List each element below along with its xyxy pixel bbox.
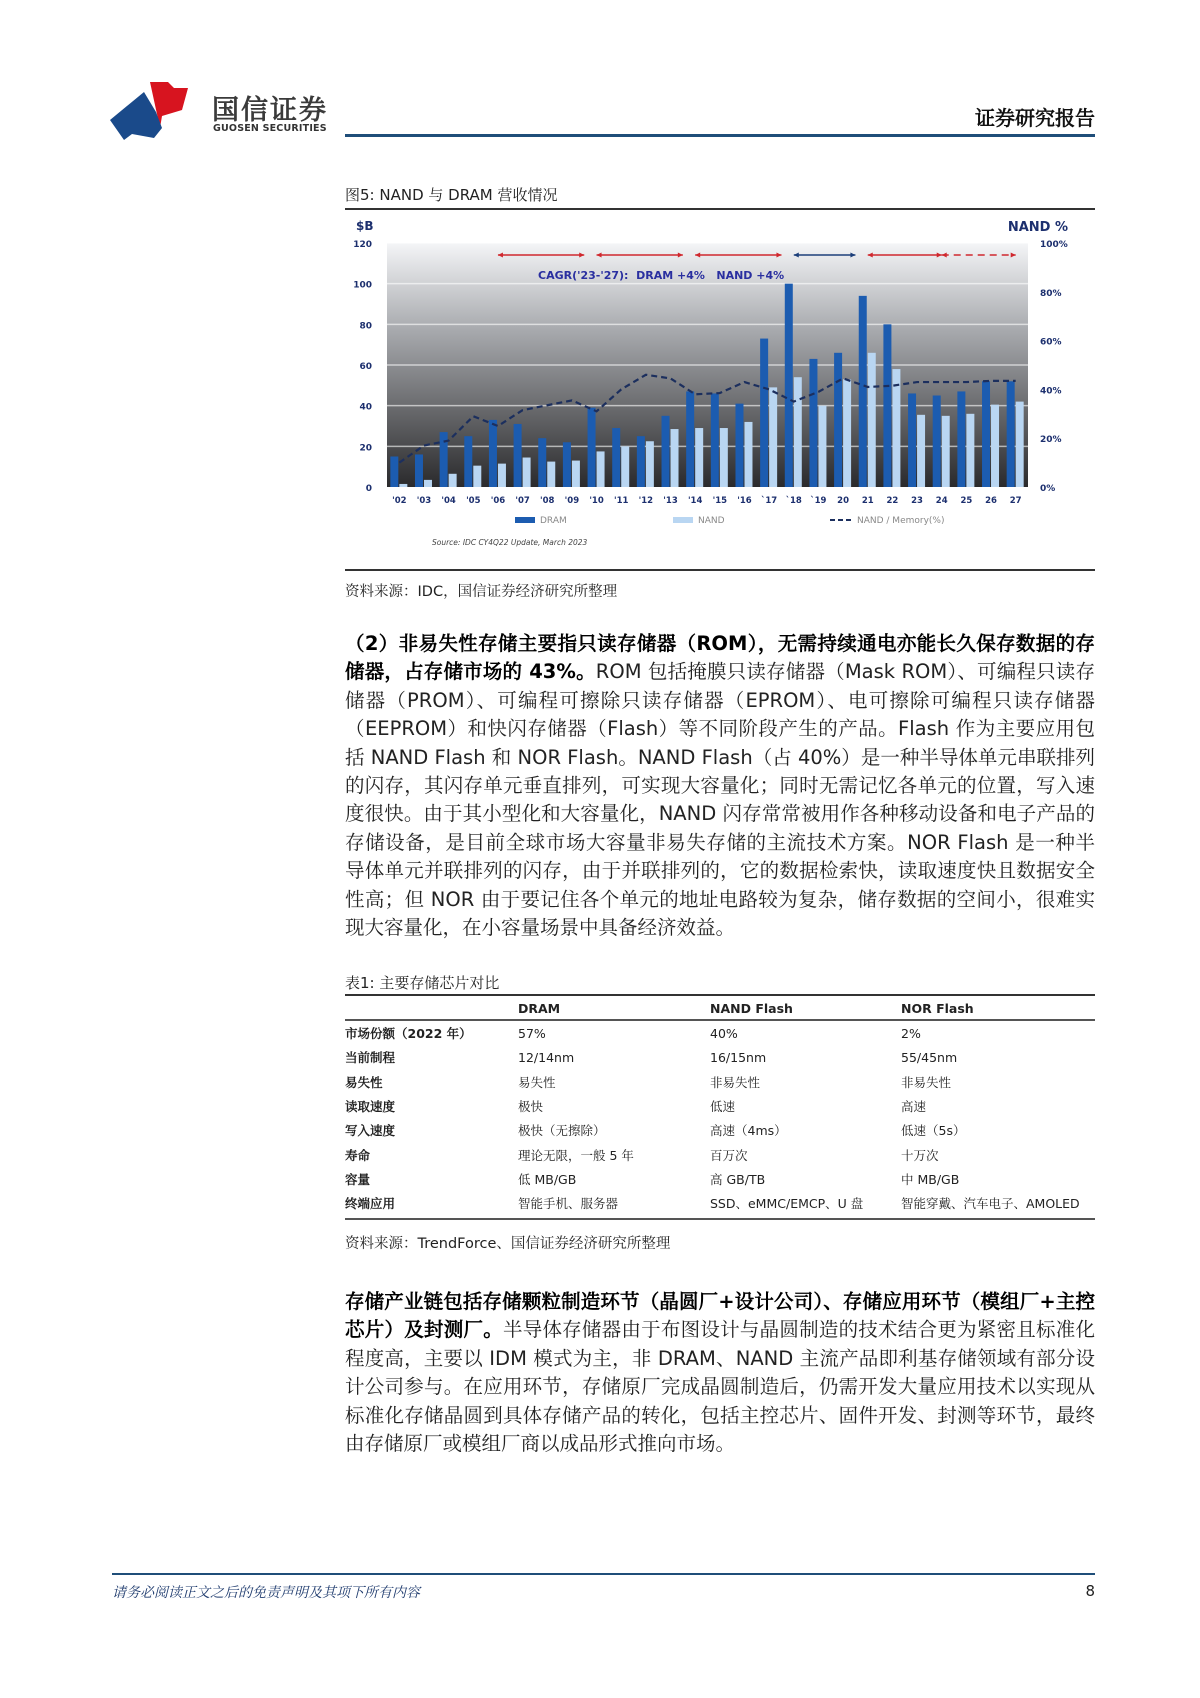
table-cell: 低 MB/GB <box>518 1171 577 1187</box>
left-axis-label: $B <box>356 219 374 233</box>
nand-bar <box>671 429 679 487</box>
table-header-dram: DRAM <box>518 997 710 1020</box>
dram-bar <box>933 396 941 488</box>
left-axis-tick-label: 60 <box>359 362 372 372</box>
table-header-nand: NAND Flash <box>710 997 901 1020</box>
x-axis-tick-label: '08 <box>540 496 555 506</box>
table-cell: 57% <box>518 1025 546 1041</box>
revenue-chart <box>0 0 1200 580</box>
report-type-title: 证券研究报告 <box>975 106 1095 130</box>
table-cell: 高速 <box>901 1099 927 1115</box>
dram-bar <box>390 457 398 488</box>
dram-bar <box>760 339 768 487</box>
nand-bar <box>449 474 457 487</box>
nand-bar <box>498 464 506 487</box>
dram-bar <box>859 296 867 487</box>
table-cell: 低速（5s） <box>901 1123 966 1139</box>
table-cell: 12/14nm <box>518 1049 575 1065</box>
table-cell: 易失性 <box>518 1074 556 1090</box>
table-cell: 极快 <box>518 1099 544 1115</box>
x-axis-tick-label: 24 <box>935 496 948 506</box>
page-number: 8 <box>1085 1582 1095 1600</box>
table-header-blank <box>345 997 518 1020</box>
x-axis-tick-label: '10 <box>589 496 604 506</box>
x-axis-tick-label: '15 <box>712 496 728 506</box>
nand-bar <box>621 446 629 487</box>
table-cell: 55/45nm <box>901 1049 958 1065</box>
x-axis-tick-label: '09 <box>564 496 580 506</box>
table-cell: 低速 <box>710 1099 736 1115</box>
table-row-label: 易失性 <box>345 1074 383 1090</box>
x-axis-tick-label: 26 <box>985 496 997 506</box>
dram-bar <box>711 393 719 487</box>
nand-bar <box>720 428 728 487</box>
nand-bar <box>769 387 777 487</box>
table-cell: 非易失性 <box>901 1074 952 1090</box>
paragraph-lead: 存储产业链包括存储颗粒制造环节（晶圆厂+设计公司）、存储应用环节（模组厂+主控芯片）及封测厂。 <box>345 1290 1095 1342</box>
right-axis-tick-label: 40% <box>1040 386 1062 397</box>
legend-dram-swatch <box>515 517 535 523</box>
dram-bar <box>908 393 916 487</box>
right-axis-label: NAND % <box>1007 220 1068 235</box>
nand-bar <box>646 441 654 487</box>
legend-nand-label: NAND <box>698 516 725 526</box>
x-axis-tick-label: `18 <box>785 496 802 506</box>
chart-source-note: Source: IDC CY4Q22 Update, March 2023 <box>432 538 588 547</box>
dram-bar <box>883 324 891 487</box>
x-axis-tick-label: '11 <box>613 496 629 506</box>
dram-bar <box>834 353 842 487</box>
table-cell: 理论无限，一般 5 年 <box>518 1147 634 1163</box>
x-axis-tick-label: `17 <box>761 496 778 506</box>
table-row-label: 写入速度 <box>345 1123 396 1139</box>
x-axis-tick-label: 22 <box>886 496 899 506</box>
legend-dram-label: DRAM <box>540 516 567 526</box>
dram-bar <box>686 391 694 487</box>
nand-bar <box>917 415 925 487</box>
table-row <box>345 1142 1095 1166</box>
table-row <box>345 1094 1095 1118</box>
right-axis-tick-label: 60% <box>1040 337 1062 348</box>
nand-bar <box>744 422 752 487</box>
x-axis-tick-label: '03 <box>416 496 432 506</box>
dram-bar <box>1007 381 1015 487</box>
figure-caption: 图5: NAND 与 DRAM 营收情况 <box>345 186 558 204</box>
nand-bar <box>868 353 876 487</box>
paragraph-body: ROM 包括掩膜只读存储器（Mask ROM）、可编程只读存储器（PROM）、可编程可擦除只读存储器（EPROM）、电可擦除可编程只读存储器（EEPROM）和快闪存储器（Flash）等不同阶段产生的产品。Flash 作为主要应用包括 NAND Flash 和 NOR Flash。NAND Flash（占 40%）是一种半导体单元串联排列的闪存，其闪存单元垂直排列，可实现大容量化；同时无需记忆各单元的位置，写入速度很快。由于其小型化和大容量化，NAND 闪存常常被用作各种移动设备和电子产品的存储设备，是目前全球市场大容量非易失存储的主流技术方案。NOR Flash 是一种半导体单元并联排列的闪存，由于并联排列的，它的数据检索快，读取速度快且数据安全性高；但 NOR 由于要记住各个单元的地址电路较为复杂，储存数据的空间小，很难实现大容量化，在小容量场景中具备经济效益。 <box>345 660 1095 940</box>
dram-bar <box>415 454 423 487</box>
figure-source: 资料来源：IDC，国信证券经济研究所整理 <box>345 584 618 600</box>
table-row-label: 市场份额（2022 年） <box>345 1026 472 1042</box>
figure-bottom-rule <box>345 569 1095 571</box>
dram-bar <box>662 416 670 487</box>
right-axis-tick-label: 80% <box>1040 288 1062 299</box>
dram-bar <box>563 442 571 487</box>
x-axis-tick-label: 27 <box>1009 496 1022 506</box>
table-row <box>345 1070 1095 1094</box>
paragraph-body: 半导体存储器由于布图设计与晶圆制造的技术结合更为紧密且标准化程度高，主要以 IDM 模式为主，非 DRAM、NAND 主流产品即利基存储领域有部分设计公司参与。在应用环节，存储原厂完成晶圆制造后，仍需开发大量应用技术以实现从标准化存储晶圆到具体存储产品的转化，包括主控芯片、固件开发、封测等环节，最终由存储原厂或模组厂商以成品形式推向市场。 <box>345 1318 1095 1456</box>
dram-bar <box>785 284 793 487</box>
paragraph-industry-chain <box>345 1288 1095 1458</box>
dram-bar <box>957 391 965 487</box>
nand-bar <box>695 428 703 487</box>
nand-bar <box>966 414 974 487</box>
dram-bar <box>588 408 596 487</box>
footer-rule <box>112 1573 1095 1575</box>
table-bottom-rule <box>345 1218 1095 1220</box>
dram-bar <box>735 404 743 487</box>
left-axis-tick-label: 0 <box>365 484 372 494</box>
legend-nand-swatch <box>673 517 693 523</box>
table-cell: SSD、eMMC/EMCP、U 盘 <box>710 1196 864 1212</box>
x-axis-tick-label: 20 <box>837 496 850 506</box>
dram-bar <box>809 359 817 487</box>
x-axis-tick-label: 23 <box>911 496 923 506</box>
dram-bar <box>637 436 645 487</box>
dram-bar <box>538 438 546 487</box>
table-row-label: 容量 <box>345 1171 371 1187</box>
nand-bar <box>1016 402 1024 487</box>
table-cell: 智能手机、服务器 <box>518 1196 619 1212</box>
table-cell: 智能穿戴、汽车电子、AMOLED <box>901 1196 1080 1212</box>
memory-chip-comparison-table <box>345 997 1095 1215</box>
table-row <box>345 1167 1095 1191</box>
table-row <box>345 1191 1095 1215</box>
table-cell: 高速（4ms） <box>710 1123 787 1139</box>
table-row <box>345 1020 1095 1045</box>
left-axis-tick-label: 100 <box>353 280 372 291</box>
table-cell: 2% <box>901 1025 921 1041</box>
nand-bar <box>572 461 580 487</box>
x-axis-tick-label: 21 <box>861 496 874 506</box>
right-axis-tick-label: 100% <box>1040 240 1068 250</box>
dram-bar <box>514 424 522 487</box>
dram-bar <box>612 428 620 487</box>
left-axis-tick-label: 80 <box>359 321 372 332</box>
table-header-row <box>345 997 1095 1020</box>
cagr-annotation: CAGR('23-'27): DRAM +4% NAND +4% <box>538 269 785 282</box>
nand-bar <box>991 405 999 487</box>
nand-bar <box>399 484 407 487</box>
left-axis-tick-label: 20 <box>359 443 372 454</box>
nand-bar <box>942 416 950 487</box>
nand-bar <box>523 458 531 487</box>
table-cell: 极快（无擦除） <box>518 1123 606 1139</box>
table-row-label: 终端应用 <box>345 1196 396 1212</box>
x-axis-tick-label: '04 <box>441 496 456 506</box>
right-axis-tick-label: 0% <box>1040 484 1056 494</box>
x-axis-tick-label: '16 <box>737 496 752 506</box>
table-cell: 中 MB/GB <box>901 1171 960 1187</box>
table-row-label: 寿命 <box>345 1147 371 1163</box>
logo-chinese-name: 国信证券 <box>212 95 328 126</box>
logo-english-name: GUOSEN SECURITIES <box>213 123 327 134</box>
nand-bar <box>547 462 555 487</box>
right-axis-tick-label: 20% <box>1040 435 1062 446</box>
nand-bar <box>597 451 605 487</box>
dram-bar <box>489 420 497 487</box>
legend-line-label: NAND / Memory(%) <box>857 516 945 526</box>
table-cell: 16/15nm <box>710 1049 767 1065</box>
x-axis-tick-label: '12 <box>638 496 654 506</box>
x-axis-tick-label: '02 <box>392 496 407 506</box>
nand-bar <box>794 377 802 487</box>
table-row <box>345 1118 1095 1142</box>
paragraph-lead: （2）非易失性存储主要指只读存储器（ROM），无需持续通电亦能长久保存数据的存储器，占存储市场的 43%。 <box>345 632 1095 684</box>
x-axis-tick-label: '14 <box>687 496 703 506</box>
x-axis-tick-label: '05 <box>466 496 481 506</box>
dram-bar <box>464 436 472 487</box>
table-cell: 非易失性 <box>710 1074 761 1090</box>
left-axis-tick-label: 40 <box>359 402 372 413</box>
table-source: 资料来源：TrendForce、国信证券经济研究所整理 <box>345 1236 671 1252</box>
x-axis-tick-label: 25 <box>960 496 973 506</box>
x-axis-tick-label: '07 <box>515 496 530 506</box>
table-cell: 十万次 <box>901 1147 939 1163</box>
x-axis-tick-label: '06 <box>490 496 506 506</box>
footer-disclaimer: 请务必阅读正文之后的免责声明及其项下所有内容 <box>112 1585 420 1601</box>
left-axis-tick-label: 120 <box>353 240 372 250</box>
table-top-rule <box>345 994 1095 996</box>
paragraph-nonvolatile-storage <box>345 630 1095 942</box>
table-cell: 百万次 <box>710 1147 748 1163</box>
table-row <box>345 1045 1095 1069</box>
x-axis-tick-label: '13 <box>663 496 678 506</box>
nand-bar <box>424 480 432 487</box>
table-cell: 40% <box>710 1025 738 1041</box>
table-caption: 表1: 主要存储芯片对比 <box>345 974 500 992</box>
table-cell: 高 GB/TB <box>710 1171 766 1187</box>
table-row-label: 读取速度 <box>345 1099 396 1115</box>
nand-bar <box>892 369 900 487</box>
nand-bar <box>473 466 481 487</box>
x-axis-tick-label: `19 <box>810 496 827 506</box>
dram-bar <box>982 381 990 487</box>
nand-bar <box>843 379 851 487</box>
table-row-label: 当前制程 <box>345 1050 396 1066</box>
nand-bar <box>818 406 826 487</box>
table-header-nor: NOR Flash <box>901 997 1095 1020</box>
